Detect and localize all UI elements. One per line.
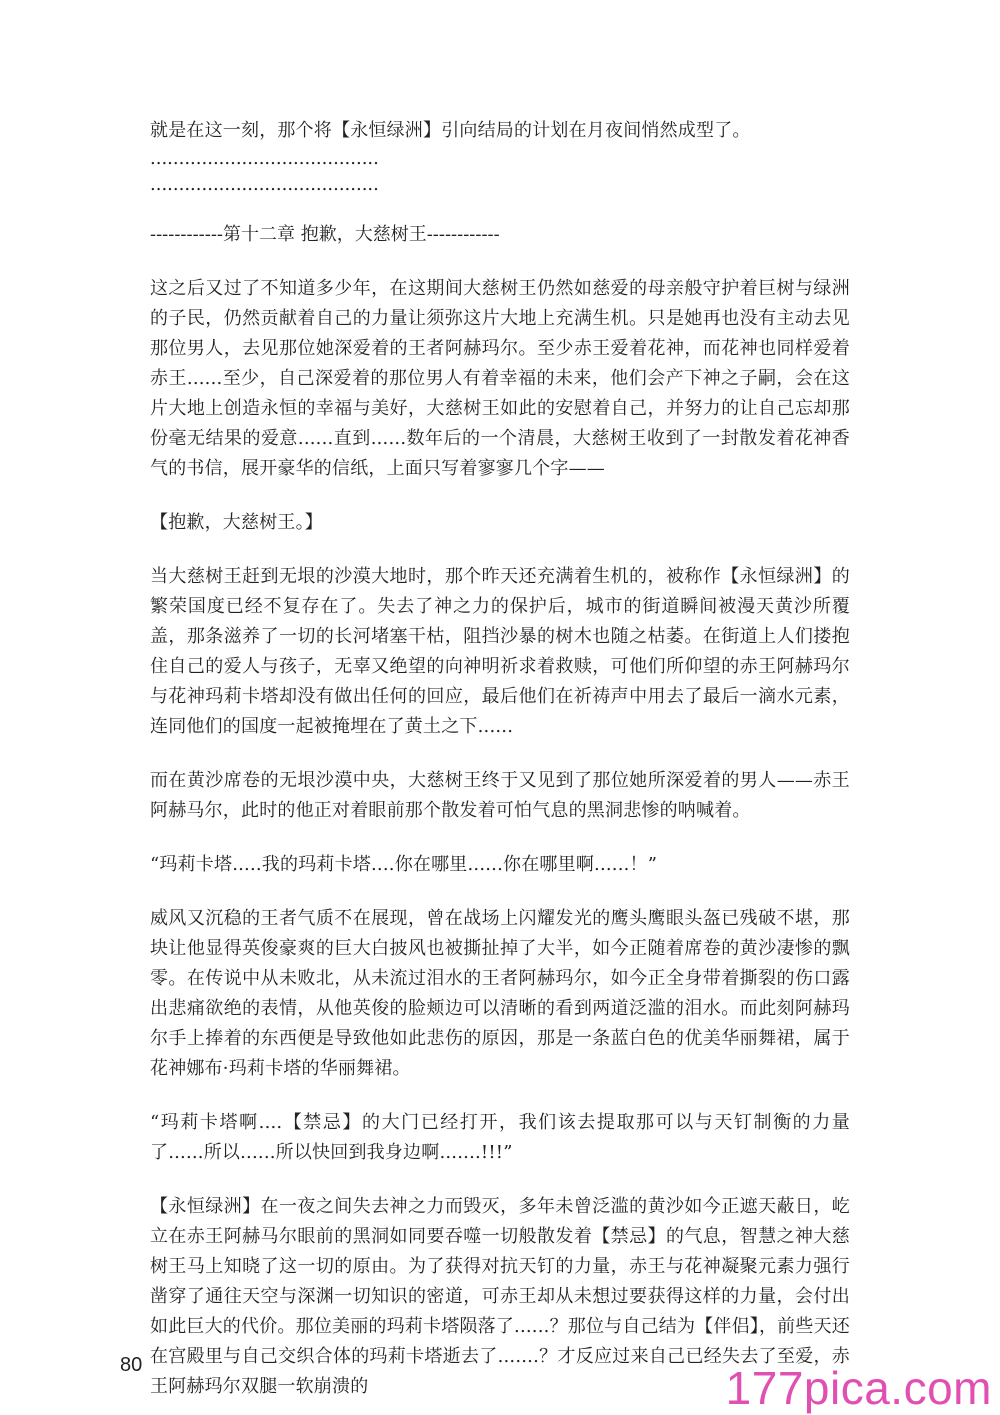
paragraph-9: 【永恒绿洲】在一夜之间失去神之力而毁灭，多年未曾泛滥的黄沙如今正遮天蔽日，屹立在赤王阿赫马尔眼前的黑洞如同要吞噬一切般散发着【禁忌】的气息，智慧之神大慈树王马上知晓了这一切的原由。为了获得对抗天钉的力量，赤王与花神凝聚元素力强行凿穿了通往天空与深渊一切知识的密道，可赤王却从未想过要获得这样的力量，会付出如此巨大的代价。那位美丽的玛莉卡塔陨落了......？那位与自己结为【伴侣】，前些天还在宫殿里与自己交织合体的玛莉卡塔逝去了.......？才反应过来自己已经失去了至爱，赤王阿赫玛尔双腿一软崩溃的 [150,1196,850,1397]
ellipsis-line-1: ........................................ [150,148,379,169]
page-number: 80 [120,1354,143,1376]
page-body [150,116,850,1402]
watermark: 177pica.com [725,1362,992,1414]
paragraph-7: 威风又沉稳的王者气质不在展现，曾在战场上闪耀发光的鹰头鹰眼头盔已残破不堪，那块让他显得英俊豪爽的巨大白披风也被撕扯掉了大半，如今正随着席卷的黄沙凄惨的飘零。在传说中从未败北，从未流过泪水的王者阿赫玛尔，如今正全身带着撕裂的伤口露出悲痛欲绝的表情，从他英俊的脸颊边可以清晰的看到两道泛滥的泪水。而此刻阿赫玛尔手上捧着的东西便是导致他如此悲伤的原因，那是一条蓝白色的优美华丽舞裙，属于花神娜布·玛莉卡塔的华丽舞裙。 [150,908,850,1079]
paragraph-2: 这之后又过了不知道多少年，在这期间大慈树王仍然如慈爱的母亲般守护着巨树与绿洲的子民，仍然贡献着自己的力量让须弥这片大地上充满生机。只是她再也没有主动去见那位男人，去见那位她深爱着的王者阿赫玛尔。至少赤王爱着花神，而花神也同样爱着赤王......至少，自己深爱着的那位男人有着幸福的未来，他们会产下神之子嗣，会在这片大地上创造永恒的幸福与美好，大慈树王如此的安慰着自己，并努力的让自己忘却那份毫无结果的爱意......直到......数年后的一个清晨，大慈树王收到了一封散发着花神香气的书信，展开豪华的信纸，上面只写着寥寥几个字—— [150,278,850,479]
ellipsis-line-2: ........................................ [150,174,379,195]
chapter-heading: ------------第十二章 抱歉，大慈树王------------ [150,224,500,245]
paragraph-6: “玛莉卡塔.....我的玛莉卡塔....你在哪里......你在哪里啊......！” [150,854,658,875]
paragraph-5: 而在黄沙席卷的无垠沙漠中央，大慈树王终于又见到了那位她所深爱着的男人——赤王阿赫马尔，此时的他正对着眼前那个散发着可怕气息的黑洞悲惨的呐喊着。 [150,770,850,821]
paragraph-8: “玛莉卡塔啊....【禁忌】的大门已经打开，我们该去提取那可以与天钉制衡的力量了......所以......所以快回到我身边啊.......!!!” [150,1112,850,1163]
paragraph-intro: 就是在这一刻，那个将【永恒绿洲】引向结局的计划在月夜间悄然成型了。 [150,120,751,141]
paragraph-4: 当大慈树王赶到无垠的沙漠大地时，那个昨天还充满着生机的，被称作【永恒绿洲】的繁荣国度已经不复存在了。失去了神之力的保护后，城市的街道瞬间被漫天黄沙所覆盖，那条滋养了一切的长河堵塞干枯，阻挡沙暴的树木也随之枯萎。在街道上人们搂抱住自己的爱人与孩子，无辜又绝望的向神明祈求着救赎，可他们所仰望的赤王阿赫玛尔与花神玛莉卡塔却没有做出任何的回应，最后他们在祈祷声中用去了最后一滴水元素，连同他们的国度一起被掩埋在了黄土之下...... [150,566,850,737]
paragraph-3: 【抱歉，大慈树王。】 [150,512,323,533]
